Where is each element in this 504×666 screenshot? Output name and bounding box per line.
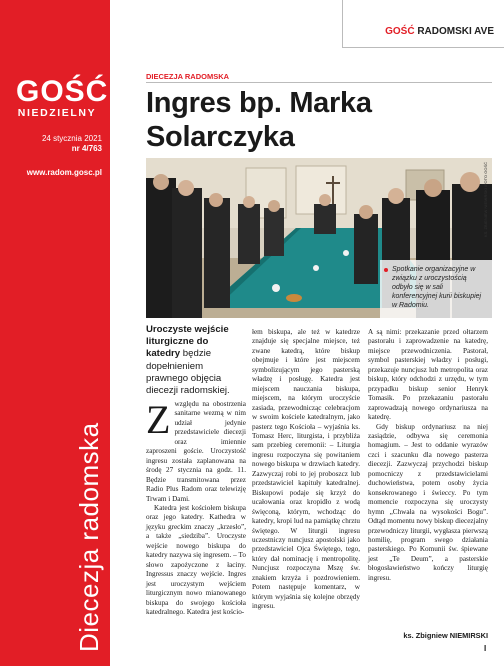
paragraph-text: względu na obostrzenia sanitarne wezmą w nim udział jedynie przedstawiciele diecezji oraz imiennie zaproszeni goście. Uroczystość ingresu została zaplanowana na środę 27 stycznia na godz. 11. Będzie transmitowana przez Radio Plus Radom oraz telewizję Trwam i Dami. — [146, 400, 246, 503]
logo-main: GOŚĆ — [16, 75, 109, 108]
caption-text: Spotkanie organizacyjne w związku z uroczystością odbyło się w sali konferencyjnej kurii biskupiej w Radomiu. — [392, 266, 482, 309]
article-column-1 — [146, 397, 246, 617]
paragraph — [146, 397, 246, 504]
article-column-3 — [368, 328, 488, 583]
lead-rest: będzie dopełnieniem prawnego objęcia diecezji radomskiej. — [146, 348, 230, 397]
masthead-band — [0, 0, 110, 666]
edition-header — [342, 0, 504, 48]
paragraph: Katedra jest kościołem biskupa oraz jego katedry. Kathedra w języku greckim znaczy „krzesło”, a także „siedziba”. Uroczyste wejście nowego biskupa do katedry nazywa się ingresem. – To słowo zapożyczone z łaciny. Ingressus znaczy wejście. Ingres jest uroczystym wejściem liturgicznym nowo mianowanego biskupa do swojego kościoła katedralnego. Katedra jest kościo- — [146, 503, 246, 616]
article-column-2 — [252, 328, 360, 612]
paragraph: A są nimi: przekazanie przed ołtarzem pastorału i zaprowadzenie na katedrę, miejsce przewodniczenia. Pastorał, symbol pasterskiej władzy i posługi, przekazuje nuncjusz lub metropolita oraz biskup, który odchodzi z urzędu, w tym przypadku biskup senior Henryk Tomasik. Po przekazaniu pastorału zaprowadzają nowego ordynariusza na katedrę. — [368, 328, 488, 422]
author-byline: ks. Zbigniew NIEMIRSKI — [403, 631, 488, 640]
paragraph: łem biskupa, ale też w katedrze znajduje się specjalne miejsce, też zwane katedrą, które biskup obejmuje i które jest miejscem symbolizującym jego pasterską władzę i posługę. Katedra jest miejscem nauczania biskupa, miejscem, na którym uroczyście zasiada, przewodnicząc celebracjom w swoim kościele katedralnym, jako pasterz tego Kościoła – wyjaśnia ks. Tomasz Herc, liturgista, i przybliża sam przebieg ceremonii: – Liturgia ingresu rozpoczyna się powitaniem nowego biskupa w drzwiach katedry. Zazwyczaj robi to jej proboszcz lub przedstawiciel kapituły katedralnej. Biskupowi podaje się krzyż do ucałowania oraz kropidło z wodą święconą, którym, wchodząc do katedry, kropi lud na pamiątkę chrztu świętego. W liturgii ingresu uczestniczy nuncjusz apostolski jako przedstawiciel Ojca Świętego, tego, który dał nominację i mentropolitę. Nuncjusz rozpoczyna Mszę św. znakiem krzyża i pozdrowieniem. Potem następuje komentarz, w którym wyjaśnia się kolejne obrzędy ingresu. — [252, 328, 360, 611]
issue-date: 24 stycznia 2021 — [41, 134, 102, 143]
dropcap: Z — [146, 397, 171, 442]
photo-caption — [380, 260, 492, 318]
paragraph: Gdy biskup ordynariusz na niej zasiądzie, odbywa się ceremonia homagium. – Jest to oddanie wyrazów czci i szacunku dla nowego pasterza diecezji. Zazwyczaj przychodzi biskup pomocniczy z przedstawicielami duchowieństwa, potem osoby życia konsekrowanego i świeccy. Po tym momencie rozpoczyna się uroczysty hymn „Chwała na wysokości Bogu”. Odtąd momentu nowy biskup diecezjalny przewodniczy liturgii, wygłasza pierwszą homilię, program swego działania pasterskiego. Po Komunii św. śpiewane jest „Te Deum”, a pasterskie błogosławieństwo kończy liturgię ingresu. — [368, 422, 488, 582]
website-link[interactable]: www.radom.gosc.pl — [26, 168, 102, 177]
article-lead — [146, 324, 240, 397]
gosc-niedzielny-logo[interactable] — [16, 75, 109, 119]
vertical-section-title: Diecezja radomska — [74, 422, 104, 652]
caption-bullet-icon — [384, 268, 388, 272]
header-publication: GOŚĆ — [385, 26, 415, 37]
edition-name — [385, 26, 494, 37]
issue-number: nr 4/763 — [71, 144, 102, 153]
photo-credit: KS. ZBIGNIEW NIEMIRSKI /FOTO GOŚĆ — [483, 162, 488, 238]
logo-sub: NIEDZIELNY — [17, 107, 97, 119]
header-edition: RADOMSKI AVE — [417, 26, 494, 37]
section-label: DIECEZJA RADOMSKA — [146, 72, 230, 81]
article-title: Ingres bp. Marka Solarczyka — [146, 87, 372, 153]
section-divider — [146, 82, 492, 83]
lead-bold: Uroczyste wejście liturgiczne do katedry — [146, 324, 229, 360]
page-number: I — [484, 644, 487, 653]
